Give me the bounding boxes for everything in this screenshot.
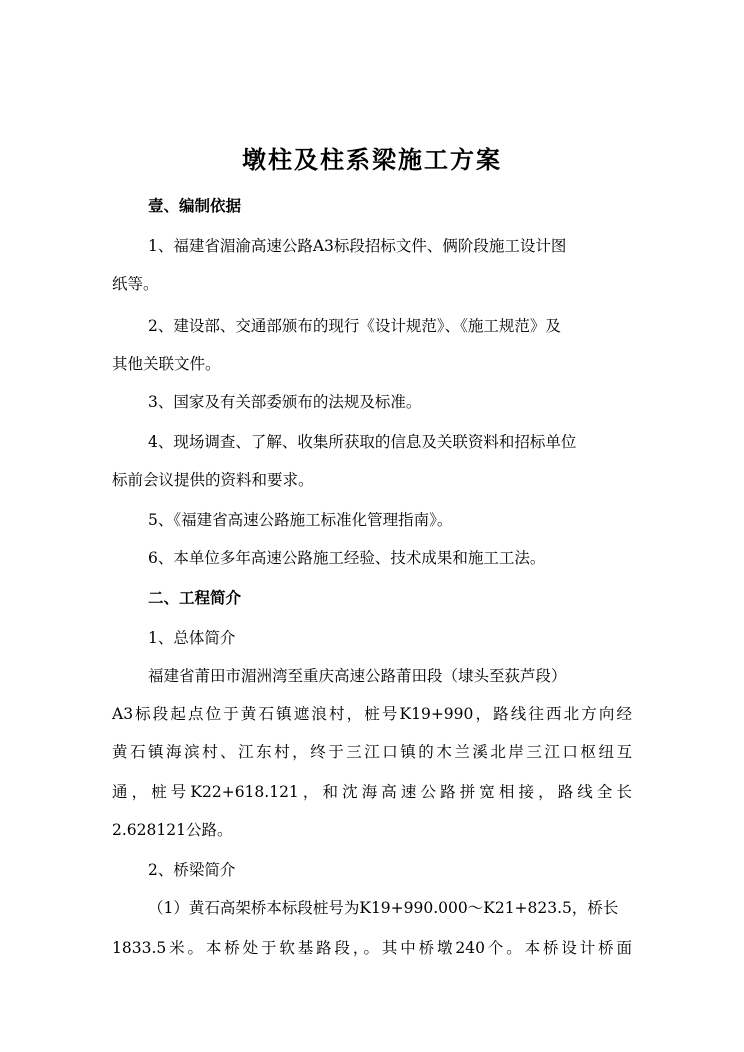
basis-item-4-line-1: 4、现场调查、了解、收集所获取的信息及关联资料和招标单位 — [148, 433, 577, 451]
bridge-paragraph-line-1: （1）黄石高架桥本标段桩号为K19+990.000～K21+823.5，桥长 — [148, 899, 619, 917]
basis-item-4-line-2: 标前会议提供的资料和要求。 — [112, 471, 314, 489]
basis-item-2-line-1: 2、建设部、交通部颁布的现行《设计规范》、《施工规范》及 — [148, 317, 561, 335]
overview-paragraph-line-5: 2.628121公路。 — [112, 821, 233, 839]
basis-item-2-line-2: 其他关联文件。 — [112, 355, 221, 373]
overview-paragraph-line-2: A3标段起点位于黄石镇遮浪村，桩号K19+990，路线往西北方向经 — [112, 705, 632, 723]
overview-paragraph-line-3: 黄石镇海滨村、江东村，终于三江口镇的木兰溪北岸三江口枢纽互 — [112, 743, 632, 761]
overview-subheading-general: 1、总体简介 — [148, 629, 236, 647]
overview-paragraph-line-4: 通，桩号K22+618.121，和沈海高速公路拼宽相接，路线全长 — [112, 783, 632, 801]
overview-paragraph-line-1: 福建省莆田市湄洲湾至重庆高速公路莆田段（埭头至荻芦段） — [148, 667, 567, 685]
basis-item-5: 5、《福建省高速公路施工标准化管理指南》。 — [148, 511, 453, 529]
basis-item-1-line-2: 纸等。 — [112, 275, 159, 293]
bridge-paragraph-line-2: 1833.5米。本桥处于软基路段，。其中桥墩240个。本桥设计桥面 — [112, 939, 632, 957]
section-heading-overview: 二、工程简介 — [148, 588, 242, 607]
basis-item-6: 6、本单位多年高速公路施工经验、技术成果和施工工法。 — [148, 549, 546, 567]
basis-item-3: 3、国家及有关部委颁布的法规及标准。 — [148, 393, 422, 411]
basis-item-1-line-1: 1、福建省湄渝高速公路A3标段招标文件、俩阶段施工设计图 — [148, 237, 567, 255]
overview-subheading-bridge: 2、桥梁简介 — [148, 861, 236, 879]
document-title: 墩柱及柱系梁施工方案 — [242, 145, 502, 174]
section-heading-basis: 壹、编制依据 — [148, 196, 242, 215]
